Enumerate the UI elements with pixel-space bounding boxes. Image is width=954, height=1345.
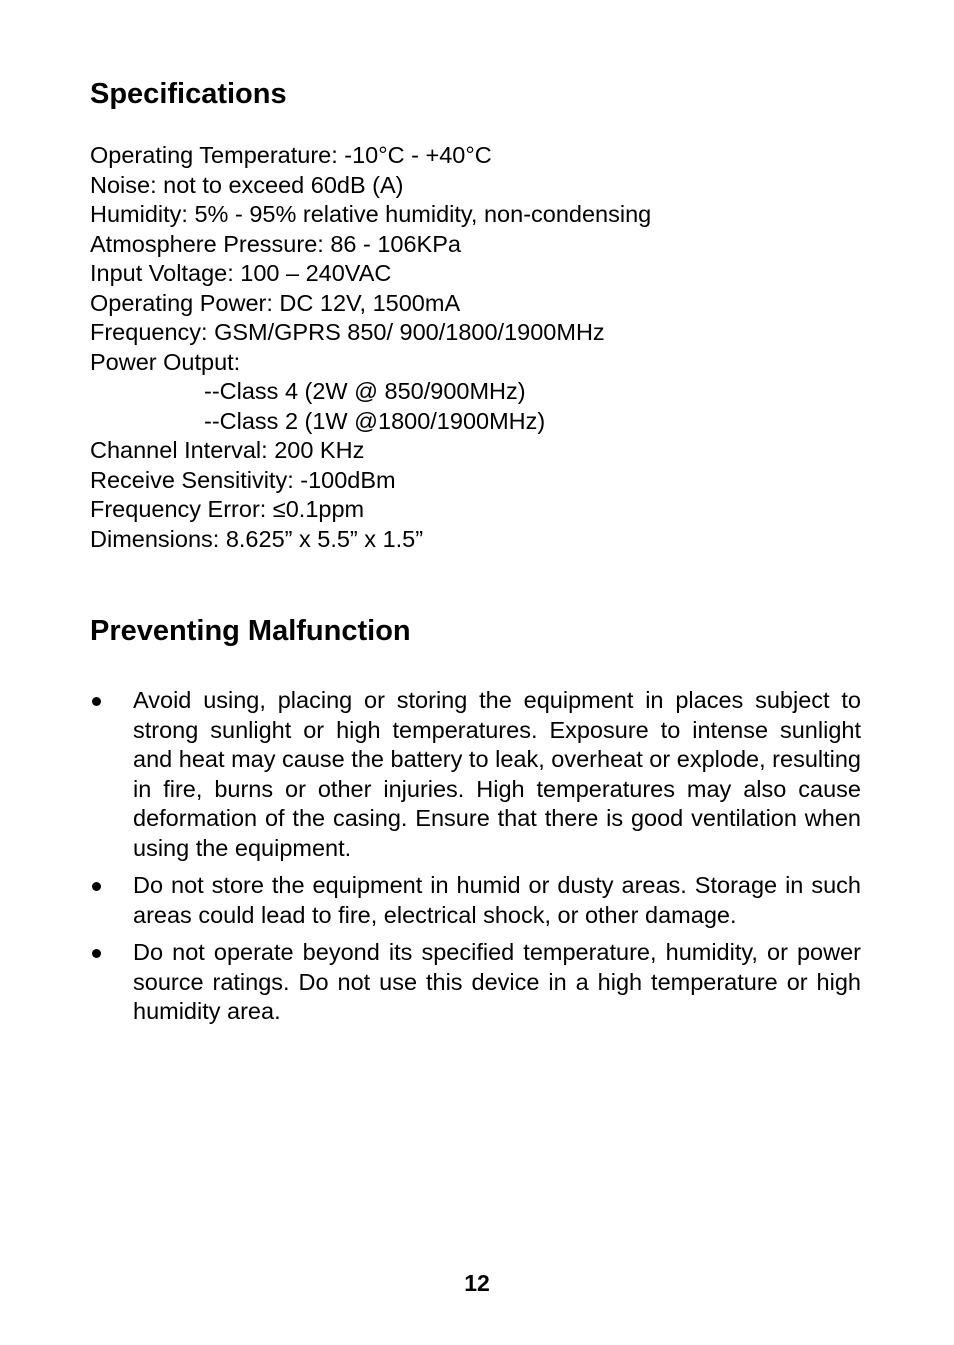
spec-power-output-class-4: --Class 4 (2W @ 850/900MHz) (204, 378, 526, 404)
spec-input-voltage: Input Voltage: 100 – 240VAC (90, 260, 392, 286)
specifications-list (90, 141, 651, 554)
spec-channel-interval: Channel Interval: 200 KHz (90, 437, 365, 463)
spec-power-output-class-2: --Class 2 (1W @1800/1900MHz) (204, 407, 546, 434)
list-item (90, 938, 861, 1027)
bullet-text: Do not operate beyond its specified temperature, humidity, or power source ratings. Do not use this device in a high temperature or high humidity area. (133, 939, 861, 1024)
list-item (90, 686, 861, 863)
spec-humidity: Humidity: 5% - 95% relative humidity, non-condensing (90, 201, 652, 227)
bullet-icon (92, 949, 101, 958)
spec-power-output: Power Output: (90, 348, 241, 375)
spec-operating-temperature: Operating Temperature: -10°C - +40°C (90, 142, 492, 168)
preventing-malfunction-heading: Preventing Malfunction (90, 615, 411, 647)
bullet-text: Do not store the equipment in humid or dusty areas. Storage in such areas could lead to fire, electrical shock, or other damage. (133, 872, 861, 928)
spec-receive-sensitivity: Receive Sensitivity: -100dBm (90, 466, 396, 493)
bullet-text: Avoid using, placing or storing the equipment in places subject to strong sunlight or high temperatures. Exposure to intense sunlight and heat may cause the battery to leak, overheat or explode, resulting in fire, burns or other injuries. High temperatures may also cause deformation of the casing. Ensure that there is good ventilation when using the equipment. (133, 687, 861, 861)
page-number: 12 (464, 1270, 490, 1296)
specifications-heading: Specifications (90, 78, 287, 110)
malfunction-bullet-list (90, 686, 861, 1035)
bullet-icon (92, 697, 101, 706)
spec-frequency: Frequency: GSM/GPRS 850/ 900/1800/1900MHz (90, 319, 605, 345)
spec-noise: Noise: not to exceed 60dB (A) (90, 171, 404, 198)
spec-operating-power: Operating Power: DC 12V, 1500mA (90, 289, 461, 316)
spec-atmosphere-pressure: Atmosphere Pressure: 86 - 106KPa (90, 230, 461, 257)
bullet-icon (92, 882, 101, 891)
spec-dimensions: Dimensions: 8.625” x 5.5” x 1.5” (90, 525, 424, 552)
spec-frequency-error: Frequency Error: ≤0.1ppm (90, 496, 365, 522)
list-item (90, 871, 861, 930)
